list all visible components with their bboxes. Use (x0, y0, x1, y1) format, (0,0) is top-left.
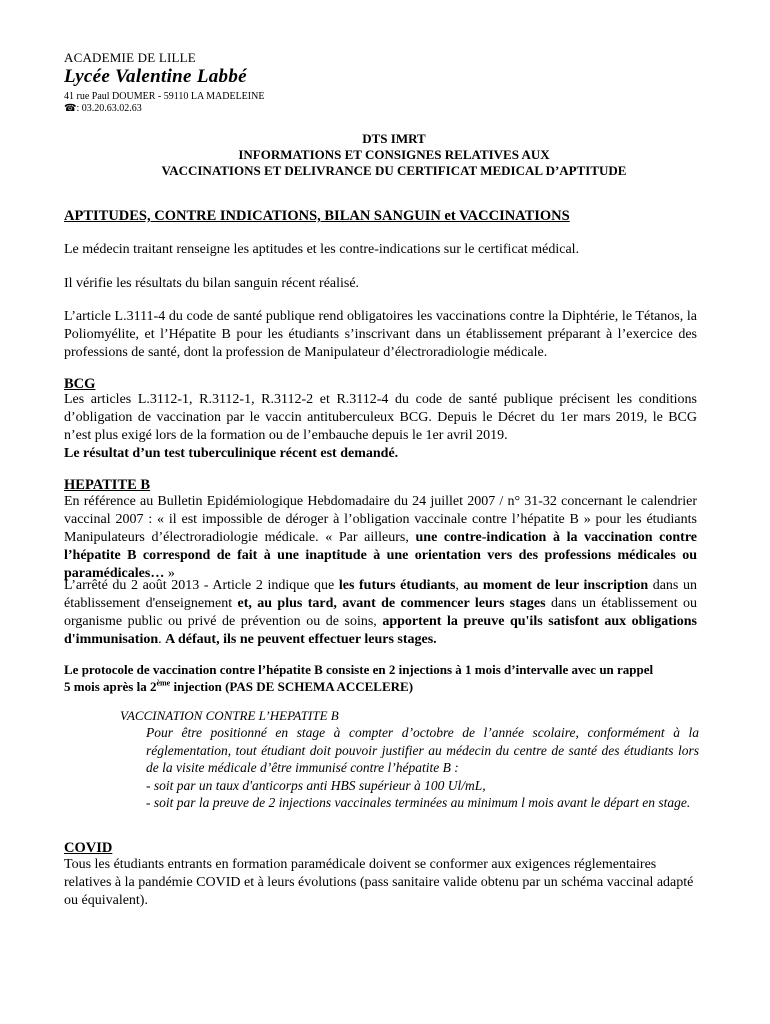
school-phone-line (64, 103, 264, 115)
hepatite-paragraph-1 (64, 493, 697, 583)
protocole-line-2 (64, 678, 704, 695)
school-phone: : 03.20.63.02.63 (76, 103, 142, 114)
vaccination-text: Pour être positionné en stage à compter d’octobre de l’année scolaire, conformément à la réglementation, tout étudiant doit pouvoir justifier au médecin du centre de santé des étudiants lors de la visite médicale d’être immunisé contre l’hépatite B : (146, 725, 699, 776)
aptitudes-paragraph-1: Le médecin traitant renseigne les aptitudes et les contre-indications sur le certificat médical. (64, 242, 580, 257)
hepatite-bold-3: au moment de leur inscription (463, 578, 649, 593)
hepatite-text-7: . (158, 632, 166, 647)
school-name: Lycée Valentine Labbé (64, 66, 247, 87)
title-line-2: INFORMATIONS ET CONSIGNES RELATIVES AUX (238, 147, 550, 162)
protocole-note (64, 661, 704, 695)
school-address-block (64, 91, 264, 115)
bcg-bold-statement: Le résultat d’un test tuberculinique récent est demandé. (64, 446, 399, 461)
hepatite-bold-1: une contre-indication à la vaccination contre l’hépatite B correspond de fait à une inaptitude à une orientation vers des professions médicales ou paramédicales… (64, 530, 697, 581)
vaccination-item-2: - soit par la preuve de 2 injections vaccinales terminées au minimum l mois avant le départ en stage. (146, 795, 691, 811)
hepatite-text-1: En référence au Bulletin Epidémiologique Hebdomadaire du 24 juillet 2007 / n° 31-32 concernant le calendrier vaccinal 2007 : « il est impossible de déroger à l’obligation vaccinale contre l’hépatite B » pour les étudiants Manipulateurs d’électroradiologie médicale. « Par ailleurs, (64, 494, 697, 545)
hepatite-bold-6: A défaut, ils ne peuvent effectuer leurs stages. (165, 632, 437, 647)
protocole-line-2-start: 5 mois après la 2 (64, 679, 157, 694)
protocole-line-2-end: injection (PAS DE SCHEMA ACCELERE) (170, 679, 414, 694)
covid-heading: COVID (64, 840, 113, 856)
vaccination-subheading: VACCINATION CONTRE L’HEPATITE B (120, 708, 339, 723)
vaccination-item-1: - soit par un taux d'anticorps anti HBS supérieur à 100 Ul/mL, (146, 777, 486, 793)
hepatite-text-5: dans un établissement d'enseignement (64, 578, 697, 611)
bcg-paragraph (64, 391, 697, 463)
hepatite-bold-2: les futurs étudiants (338, 578, 456, 593)
bcg-heading: BCG (64, 376, 96, 392)
aptitudes-paragraph-3: L’article L.3111-4 du code de santé publique rend obligatoires les vaccinations contre la Diphtérie, le Tétanos, la Poliomyélite, et l’Hépatite B pour les étudiants s’inscrivant dans un établissement préparant à l’exercice des professions de santé, dont la profession de Manipulateur d’électroradiologie médicale. (64, 309, 697, 360)
academy-name: ACADEMIE DE LILLE (64, 50, 196, 65)
aptitudes-paragraph-2: Il vérifie les résultats du bilan sanguin récent réalisé. (64, 276, 360, 291)
hepatite-bold-5: apportent la preuve qu'ils satisfont aux obligations d'immunisation (64, 614, 697, 647)
school-address: 41 rue Paul DOUMER - 59110 LA MADELEINE (64, 91, 265, 102)
hepatite-text-6: dans un établissement ou organisme public ou privé de prévention ou de soins, (64, 596, 697, 629)
hepatite-heading: HEPATITE B (64, 477, 151, 493)
aptitudes-heading: APTITUDES, CONTRE INDICATIONS, BILAN SANGUIN et VACCINATIONS (64, 208, 570, 224)
title-line-3: VACCINATIONS ET DELIVRANCE DU CERTIFICAT MEDICAL D’APTITUDE (161, 163, 627, 178)
hepatite-text-2: » (164, 566, 175, 581)
vaccination-body (146, 724, 699, 812)
protocole-line-1: Le protocole de vaccination contre l’hépatite B consiste en 2 injections à 1 mois d’intervalle avec un rappel (64, 662, 654, 677)
hepatite-paragraph-2 (64, 577, 697, 649)
document-title-block (64, 131, 724, 179)
covid-paragraph: Tous les étudiants entrants en formation paramédicale doivent se conformer aux exigences réglementaires relatives à la pandémie COVID et à leurs évolutions (pass sanitaire valide obtenu par un schéma vaccinal adapté ou équivalent). (64, 857, 694, 908)
hepatite-text-3: L’arrêté du 2 août 2013 - Article 2 indique que (64, 578, 339, 593)
hepatite-bold-4: et, au plus tard, avant de commencer leurs stages (237, 596, 546, 611)
hepatite-text-4: , (455, 578, 464, 593)
title-line-1: DTS IMRT (362, 131, 426, 146)
telephone-icon: ☎ (64, 103, 77, 114)
protocole-superscript: ème (156, 678, 171, 688)
bcg-text: Les articles L.3112-1, R.3112-1, R.3112-2 et R.3112-4 du code de santé publique précisent les conditions d’obligation de vaccination par le vaccin antituberculeux BCG. Depuis le Décret du 1er mars 2019, le BCG n’est plus exigé lors de la formation ou de l’embauche depuis le 1er avril 2019. (64, 392, 697, 443)
